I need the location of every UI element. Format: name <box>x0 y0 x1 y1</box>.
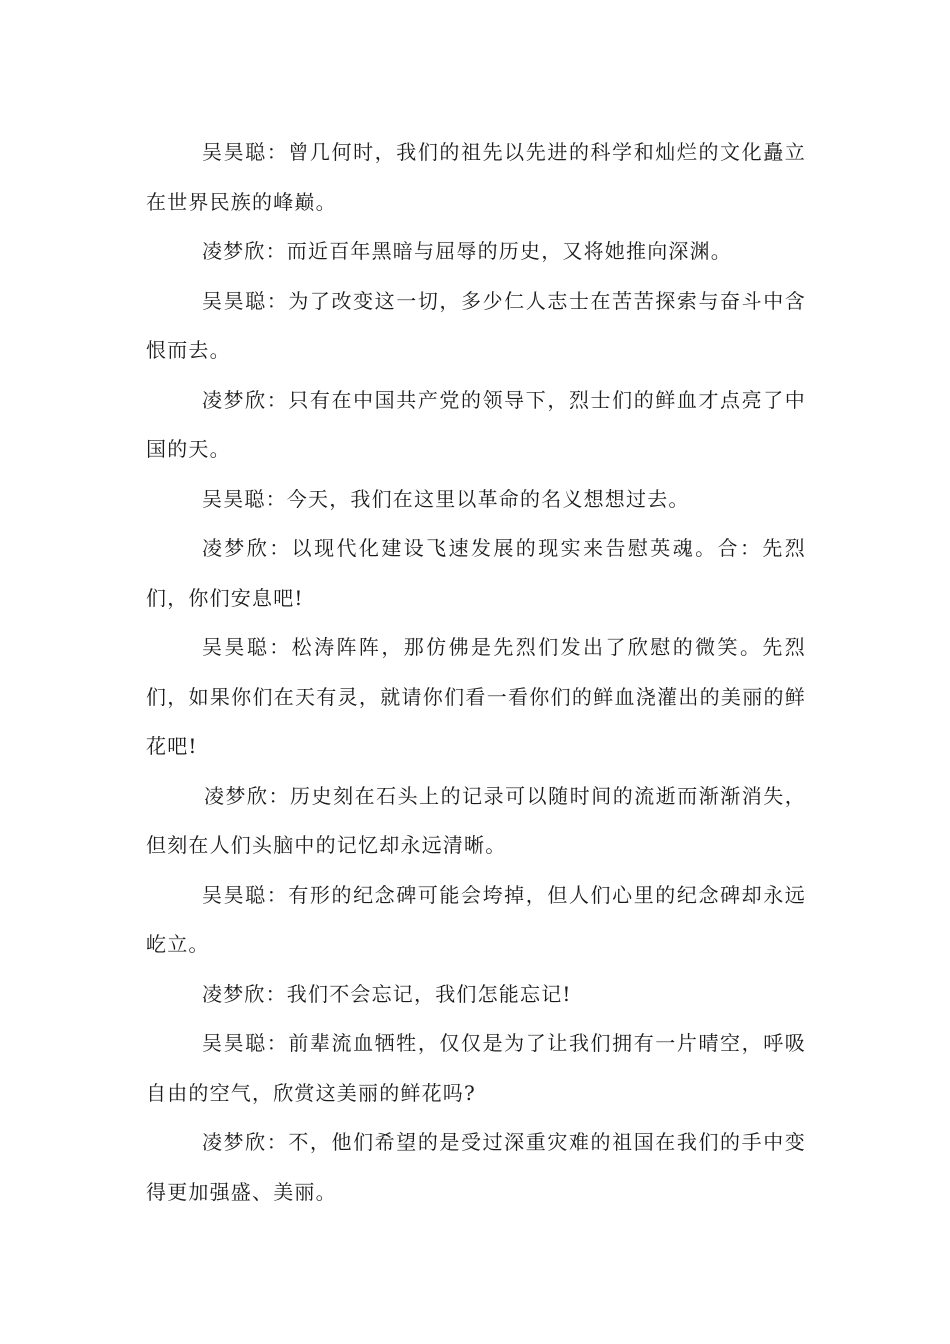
dialogue-paragraph: 凌梦欣：不，他们希望的是受过深重灾难的祖国在我们的手中变得更加强盛、美丽。 <box>146 1130 806 1204</box>
document-body <box>146 128 806 1217</box>
dialogue-paragraph: 凌梦欣：以现代化建设飞速发展的现实来告慰英魂。合：先烈们，你们安息吧! <box>146 536 806 610</box>
dialogue-paragraph: 凌梦欣：历史刻在石头上的记录可以随时间的流逝而渐渐消失，但刻在人们头脑中的记忆却永远清晰。 <box>146 783 806 857</box>
dialogue-paragraph: 凌梦欣：而近百年黑暗与屈辱的历史，又将她推向深渊。 <box>202 239 732 263</box>
dialogue-paragraph: 吴昊聪：前辈流血牺牲，仅仅是为了让我们拥有一片晴空，呼吸自由的空气，欣赏这美丽的鲜花吗? <box>146 1031 806 1105</box>
dialogue-paragraph: 凌梦欣：我们不会忘记，我们怎能忘记! <box>202 981 572 1006</box>
dialogue-paragraph: 吴昊聪：今天，我们在这里以革命的名义想想过去。 <box>202 486 690 511</box>
dialogue-paragraph: 吴昊聪：松涛阵阵，那仿佛是先烈们发出了欣慰的微笑。先烈们，如果你们在天有灵，就请你们看一看你们的鲜血浇灌出的美丽的鲜花吧! <box>146 635 806 758</box>
dialogue-paragraph: 凌梦欣：只有在中国共产党的领导下，烈士们的鲜血才点亮了中国的天。 <box>146 387 806 461</box>
dialogue-paragraph: 吴昊聪：曾几何时，我们的祖先以先进的科学和灿烂的文化矗立在世界民族的峰巅。 <box>146 140 806 214</box>
dialogue-paragraph: 吴昊聪：有形的纪念碑可能会垮掉，但人们心里的纪念碑却永远屹立。 <box>146 882 806 956</box>
dialogue-paragraph: 吴昊聪：为了改变这一切，多少仁人志士在苦苦探索与奋斗中含恨而去。 <box>146 288 806 362</box>
